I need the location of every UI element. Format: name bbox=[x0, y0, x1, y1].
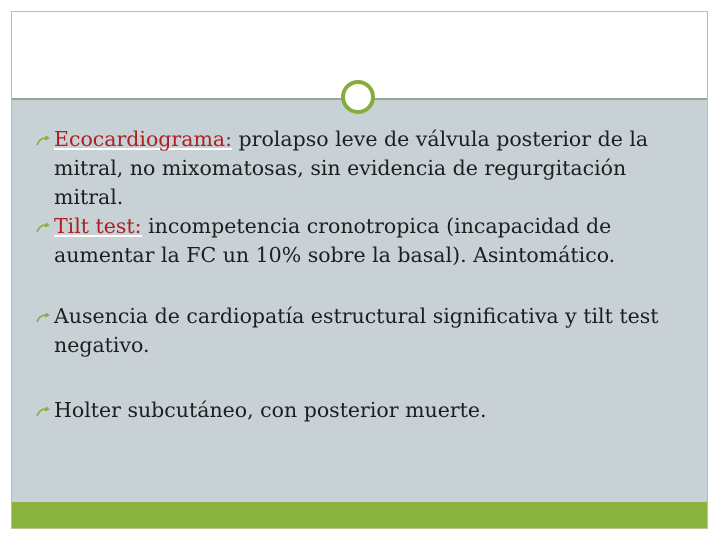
bullet-list bbox=[38, 125, 698, 425]
bullet-text: Holter subcutáneo, con posterior muerte. bbox=[54, 398, 487, 422]
bullet-text: incompetencia cronotropica (incapacidad de aumentar la FC un 10% sobre la basal). Asintomático. bbox=[54, 214, 616, 267]
arrow-bullet-icon bbox=[36, 223, 50, 233]
bullet-label: Tilt test: bbox=[54, 214, 142, 238]
bullet-text: Ausencia de cardiopatía estructural significativa y tilt test negativo. bbox=[54, 304, 659, 357]
bullet-item-ausencia bbox=[38, 302, 698, 360]
bullet-item-holter bbox=[38, 396, 698, 425]
arrow-bullet-icon bbox=[36, 407, 50, 417]
footer-bar bbox=[12, 502, 707, 528]
arrow-bullet-icon bbox=[36, 136, 50, 146]
bullet-item-tilt-test bbox=[38, 212, 698, 270]
arrow-bullet-icon bbox=[36, 313, 50, 323]
bullet-label: Ecocardiograma: bbox=[54, 127, 233, 151]
bullet-text: prolapso leve de válvula posterior de la mitral, no mixomatosas, sin evidencia de regurgitación mitral. bbox=[54, 127, 649, 209]
bullet-item-ecocardiograma bbox=[38, 125, 698, 212]
decorative-ring-icon bbox=[341, 80, 375, 114]
